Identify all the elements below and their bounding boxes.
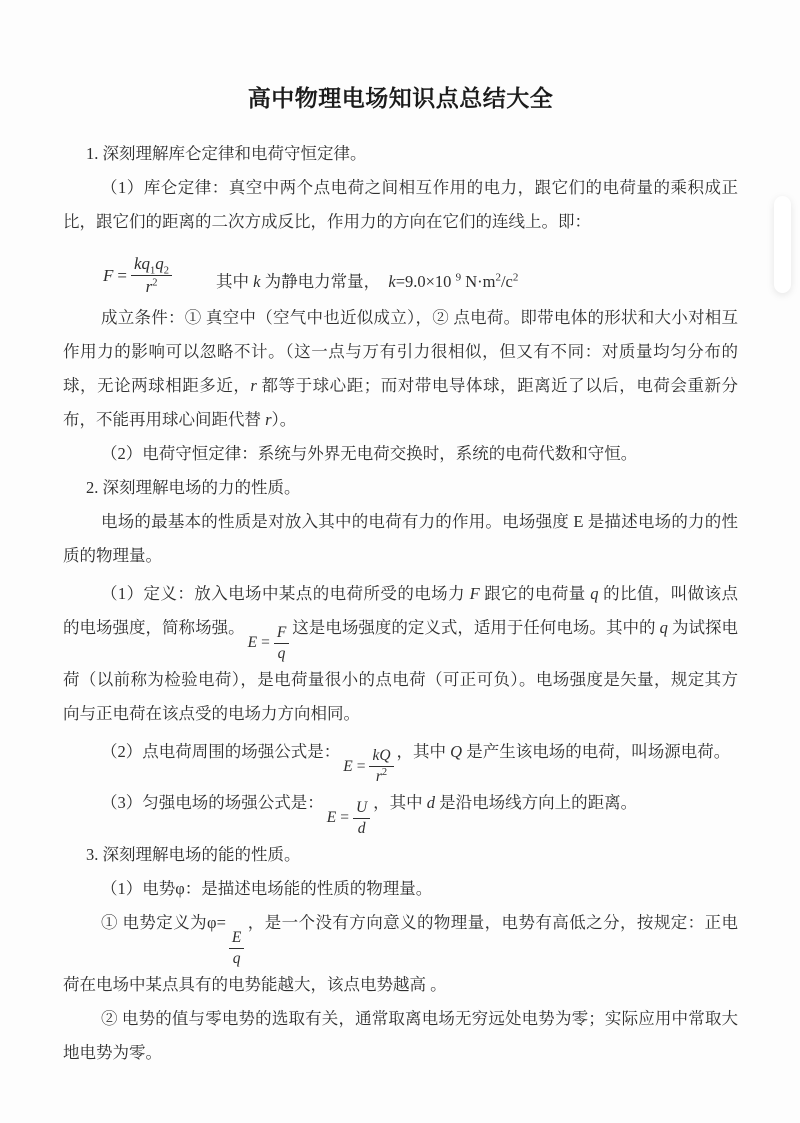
fraction-denominator: $r^2$ — [145, 277, 158, 296]
potential-definition-paragraph: （1）电势φ：是描述电场能的性质的物理量。 — [101, 878, 433, 898]
section-1-heading: 1. 深刻理解库仑定律和电荷守恒定律。 — [86, 144, 367, 163]
coulomb-formula-row — [63, 245, 738, 297]
fraction-denominator: q — [277, 644, 286, 662]
fraction-numerator: E — [229, 929, 244, 949]
fraction — [353, 799, 370, 838]
validity-conditions-paragraph: 成立条件：① 真空中（空气中也近似成立），② 点电荷。即带电体的形状和大小对相互作用力的影响可以忽略不计。（这一点与万有引力很相似，但又有不同：对质量均匀分布的球，无论两球相距多近，r 都等于球心距；而对带电导体球，距离近了以后，电荷会重新分布，不能再用球心间距代替 r）。 — [63, 308, 739, 429]
uniform-field-formula: E = $\frac{U}{d}$ — [327, 799, 370, 838]
zero-potential-paragraph: ② 电势的值与零电势的选取有关，通常取离电场无穷远处电势为零；实际应用中常取大地电势为零。 — [63, 1008, 738, 1062]
coulomb-formula — [103, 254, 172, 297]
potential-formula-paragraph: ① 电势定义为φ= $\frac{E}{q}$ ，是一个没有方向意义的物理量，电势有高低之分，按规定：正电荷在电场中某点具有的电势能越大，该点电势越高 。 — [63, 912, 738, 994]
charge-conservation-paragraph: （2）电荷守恒定律：系统与外界无电荷交换时，系统的电荷代数和守恒。 — [101, 444, 638, 463]
fraction-numerator: $kq_1q_2$ — [131, 254, 172, 276]
e-definition-formula: E = $\frac{F}{q}$ — [248, 624, 290, 663]
fraction-denominator: q — [232, 949, 241, 967]
equals-sign: = — [117, 265, 127, 285]
coulomb-law-paragraph: （1）库仑定律：真空中两个点电荷之间相互作用的电力，跟它们的电荷量的乘积成正比，跟它们的距离的二次方成反比，作用力的方向在它们的连线上。即： — [63, 178, 738, 231]
section-2-heading: 2. 深刻理解电场的力的性质。 — [86, 478, 301, 497]
formula-lhs: F — [103, 265, 114, 285]
equals-sign: = — [340, 809, 349, 826]
fraction-numerator: U — [353, 799, 370, 819]
scrollbar-thumb[interactable] — [774, 196, 791, 293]
fraction-numerator: F — [274, 624, 289, 644]
fraction-denominator: $r^2$ — [375, 766, 388, 785]
potential-formula — [229, 929, 244, 968]
document-title: 高中物理电场知识点总结大全 — [247, 86, 554, 111]
equals-sign: = — [356, 757, 366, 775]
uniform-field-formula-paragraph: （3）匀强电场的场强公式是： E = $\frac{U}{d}$ ，其中 d 是沿电场线方向上的距离。 — [101, 793, 638, 837]
equals-sign: = — [261, 634, 270, 651]
fraction-numerator: kQ — [369, 747, 393, 767]
section-3-heading: 3. 深刻理解电场的能的性质。 — [86, 844, 301, 864]
point-charge-formula: E = $\frac{kQ}{r^2}$ — [343, 747, 393, 786]
fraction — [274, 624, 289, 663]
fraction-denominator: d — [357, 819, 366, 837]
electrostatic-constant-note: 其中 k 为静电力常量， k=9.0×10 $^9$ $N\cdot m^2/c^2$ — [216, 271, 519, 291]
field-strength-definition-paragraph: （1）定义：放入电场中某点的电荷所受的电场力 F 跟它的电荷量 q 的比值，叫做该点的电场强度，简称场强。 E = $\frac{F}{q}$ 这是电场强度的定义式，适用于任何电场。其中的 q 为试探电荷（以前称为检验电荷），是电荷量很小的点电荷（可正可负）。电场强度是矢量，规定其方向与正电荷在该点受的电场力方向相同。 — [63, 584, 739, 723]
point-charge-formula-paragraph: （2）点电荷周围的场强公式是： E = $\frac{kQ}{r^2}$ ，其中 Q 是产生该电场的电荷，叫场源电荷。 — [101, 741, 731, 785]
field-basic-property-paragraph: 电场的最基本的性质是对放入其中的电荷有力的作用。电场强度 E 是描述电场的力的性质的物理量。 — [63, 512, 738, 565]
fraction — [131, 254, 172, 297]
fraction — [369, 747, 393, 786]
fraction — [229, 929, 244, 968]
